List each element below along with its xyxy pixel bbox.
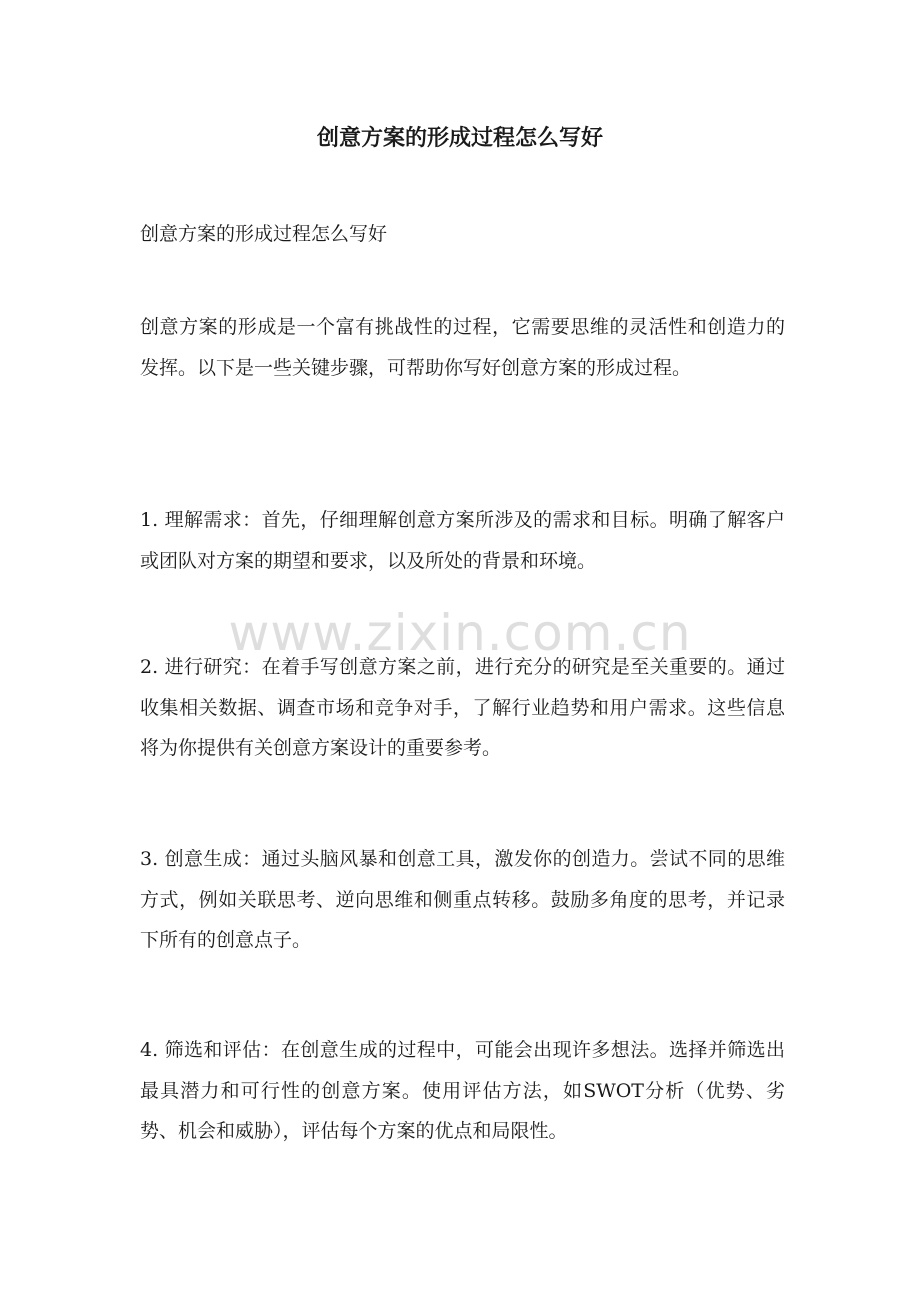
document-subtitle: 创意方案的形成过程怎么写好 <box>140 223 388 245</box>
step-4-paragraph: 4. 筛选和评估：在创意生成的过程中，可能会出现许多想法。选择并筛选出最具潜力和可行性的创意方案。使用评估方法，如SWOT分析（优势、劣势、机会和威胁），评估每个方案的优点和局限性。 <box>140 1039 785 1142</box>
step-3-paragraph: 3. 创意生成：通过头脑风暴和创意工具，激发你的创造力。尝试不同的思维方式，例如关联思考、逆向思维和侧重点转移。鼓励多角度的思考，并记录下所有的创意点子。 <box>140 848 785 951</box>
document-title: 创意方案的形成过程怎么写好 <box>316 125 603 151</box>
watermark-text: www.zixin.com.cn <box>228 604 692 662</box>
step-1-paragraph: 1. 理解需求：首先，仔细理解创意方案所涉及的需求和目标。明确了解客户或团队对方案的期望和要求，以及所处的背景和环境。 <box>140 509 785 572</box>
intro-paragraph: 创意方案的形成是一个富有挑战性的过程，它需要思维的灵活性和创造力的发挥。以下是一些关键步骤，可帮助你写好创意方案的形成过程。 <box>140 316 785 379</box>
step-2-paragraph: 2. 进行研究：在着手写创意方案之前，进行充分的研究是至关重要的。通过收集相关数据、调查市场和竞争对手，了解行业趋势和用户需求。这些信息将为你提供有关创意方案设计的重要参考。 <box>140 656 785 759</box>
